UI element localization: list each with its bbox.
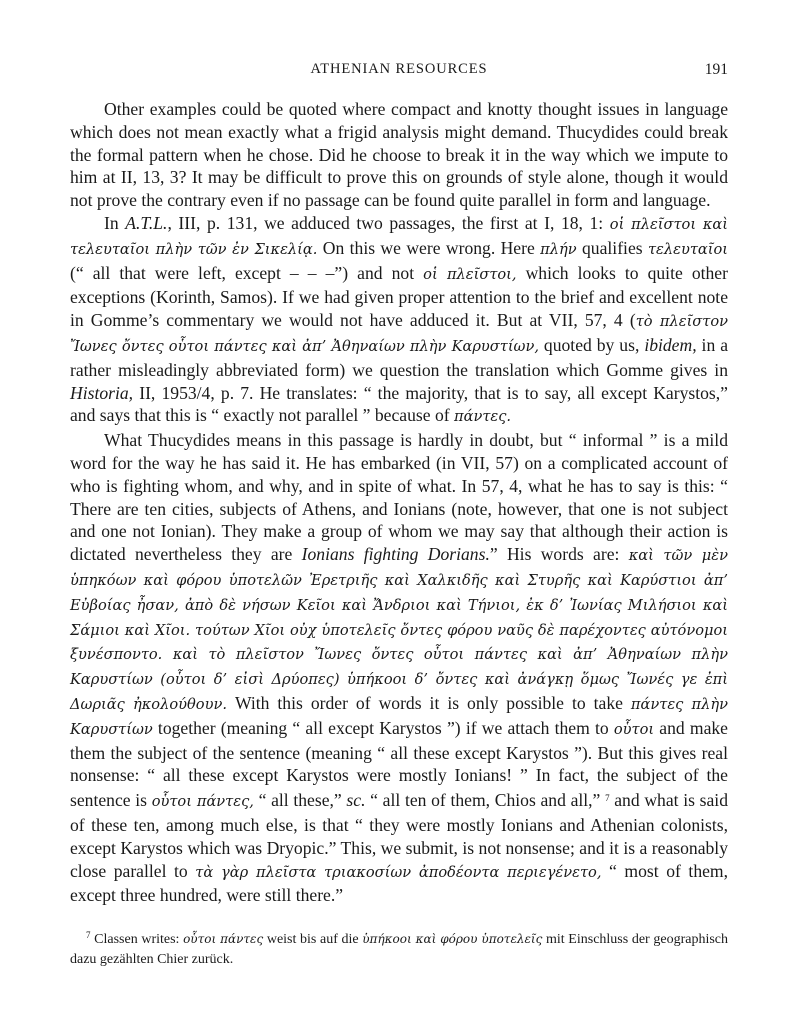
greek-word: οἱ πλεῖστοι, (423, 265, 517, 283)
text-run: which looks to quite other exceptions (Korinth, Samos). If we had given proper attention to the brief and excellent note in Gomme’s commentary we would not have adduced it. But at VII, 57, 4 ( (70, 262, 728, 331)
text-run: II, 1953/4, p. 7. He translates: “ the majority, that is to say, all except Karystos,” and says that this is “ exactly not parallel ” because of (70, 382, 728, 426)
greek-word: οὗτοι πάντες (183, 932, 264, 946)
footnote-7 (70, 926, 728, 969)
text-run: in a rather misleadingly abbreviated form) we question the translation which Gomme gives in (70, 334, 729, 380)
greek-word: οὗτοι πάντες, (151, 793, 254, 811)
greek-quotation: οἱ πλεῖστοι καὶ τελευταῖοι πλὴν τῶν ἐν Σικελίᾳ. (70, 215, 728, 258)
text-run: “ most of them, except three hundred, were still there.” (70, 860, 729, 906)
text-run: On this we were wrong. Here (317, 237, 541, 258)
page-header (70, 61, 728, 83)
greek-word: πάντες πλὴν Καρυστίων (70, 695, 729, 738)
text-run: and make them the subject of the sentence (meaning “ all these except Karystos ”). But this gives real nonsense: “ all these except Karystos were mostly Ionians! ” In fact, the subject of the sentence is (70, 717, 728, 811)
running-title: ATHENIAN RESOURCES (310, 61, 488, 77)
greek-word: ὑπήκοοι καὶ φόρου ὑποτελεῖς (362, 932, 543, 946)
greek-word: πάντες. (454, 408, 512, 426)
footnote-marker: 7 (86, 930, 91, 940)
italic-run: A.T.L. (125, 212, 168, 233)
greek-quotation: τὸ πλεῖστον Ἴωνες ὄντες οὗτοι πάντες καὶ ἀπ’ Ἀθηναίων πλὴν Καρυστίων, (70, 313, 728, 355)
text-run: With this order of words it is only possible to take (226, 692, 631, 713)
text-run: , III, p. 131, we adduced two passages, the first at I, 18, 1: (167, 212, 610, 233)
greek-quotation: τὰ γὰρ πλεῖστα τριακοσίων ἀποδέοντα περιεγένετο, (195, 863, 602, 881)
greek-word: τελευταῖοι (647, 240, 729, 258)
text-run: Classen writes: (90, 932, 184, 947)
text-run: In (104, 212, 126, 233)
page-number: 191 (704, 61, 728, 78)
italic-run: ibidem, (644, 334, 697, 355)
footnotes (70, 926, 728, 969)
text-run: weist bis auf die (263, 932, 363, 947)
text-run: What Thucydides means in this passage is hardly in doubt, but “ informal ” is a mild word for the way he has said it. He has embarked (in VII, 57) on a complicated account of who is fighting whom, and why, and in spite of what. In 57, 4, what he has to say is this: “ There are ten cities, subjects of Athens, and Ionians (note, however, that one is not subject and one not Ionian). They make a group of whom we may say that although their action is dictated nevertheless they are (70, 430, 728, 565)
greek-quotation: καὶ τῶν μὲν ὑπηκόων καὶ φόρου ὑποτελῶν Ἐρετριῆς καὶ Χαλκιδῆς καὶ Στυρῆς καὶ Καρύστιοι ἀπ’ Εὐβοίας ἦσαν, ἀπὸ δὲ νήσων Κεῖοι καὶ Ἄνδριοι καὶ Τήνιοι, ἐκ δ’ Ἰωνίας Μιλήσιοι καὶ Σάμιοι καὶ Χῖοι. τούτων Χῖοι οὐχ ὑποτελεῖς ὄντες φόρου ναῦς δὲ παρέχοντες αὐτόνομοι ξυνέσποντο. καὶ τὸ πλεῖστον Ἴωνες ὄντες οὗτοι πάντες καὶ ἀπ’ Ἀθηναίων πλὴν Καρυστίων (οὗτοι δ’ εἰσὶ Δρύοπες) ὑπήκοοι δ’ ὄντες καὶ ἀνάγκῃ ὅμως Ἴωνές γε ἐπὶ Δωριᾶς ἠκολούθουν. (70, 547, 728, 713)
text-run: “ all these,” (253, 790, 347, 811)
paragraph-3 (70, 429, 728, 907)
main-text (70, 98, 728, 907)
text-run: (“ all that were left, except – – –”) and not (70, 262, 424, 283)
text-run: and what is said of these ten, among much else, is that “ they were mostly Ionians and Athenian colonists, except Karystos which was Dryopic.” This, we submit, is not nonsense; and it is a reasonably close parallel to (70, 790, 728, 881)
text-run: quoted by us, (538, 334, 645, 355)
text-run: mit Einschluss der geographisch dazu gezählten Chier zurück. (70, 932, 728, 967)
greek-word: οὗτοι (613, 720, 655, 738)
text-run: together (meaning “ all except Karystos ”) if we attach them to (152, 717, 614, 738)
paragraph-2 (70, 212, 728, 429)
footnote-reference[interactable]: 7 (605, 793, 610, 804)
italic-run: sc. (346, 790, 366, 811)
text-run: “ all ten of them, Chios and all,” (365, 790, 606, 811)
italic-run: Historia, (70, 382, 134, 403)
text-run: qualifies (576, 237, 648, 258)
text-run: ” His words are: (489, 544, 629, 565)
italic-run: Ionians fighting Dorians. (301, 544, 490, 565)
greek-word: πλήν (540, 240, 577, 258)
paragraph-1: Other examples could be quoted where compact and knotty thought issues in language which does not mean exactly what a frigid analysis might demand. Thucydides could break the formal pattern when he chose. Did he choose to break it in the way which we impute to him at II, 13, 3? It may be difficult to prove this on grounds of style alone, though it would not prove the contrary even if no passage can be found quite parallel in form and language. (70, 99, 728, 211)
